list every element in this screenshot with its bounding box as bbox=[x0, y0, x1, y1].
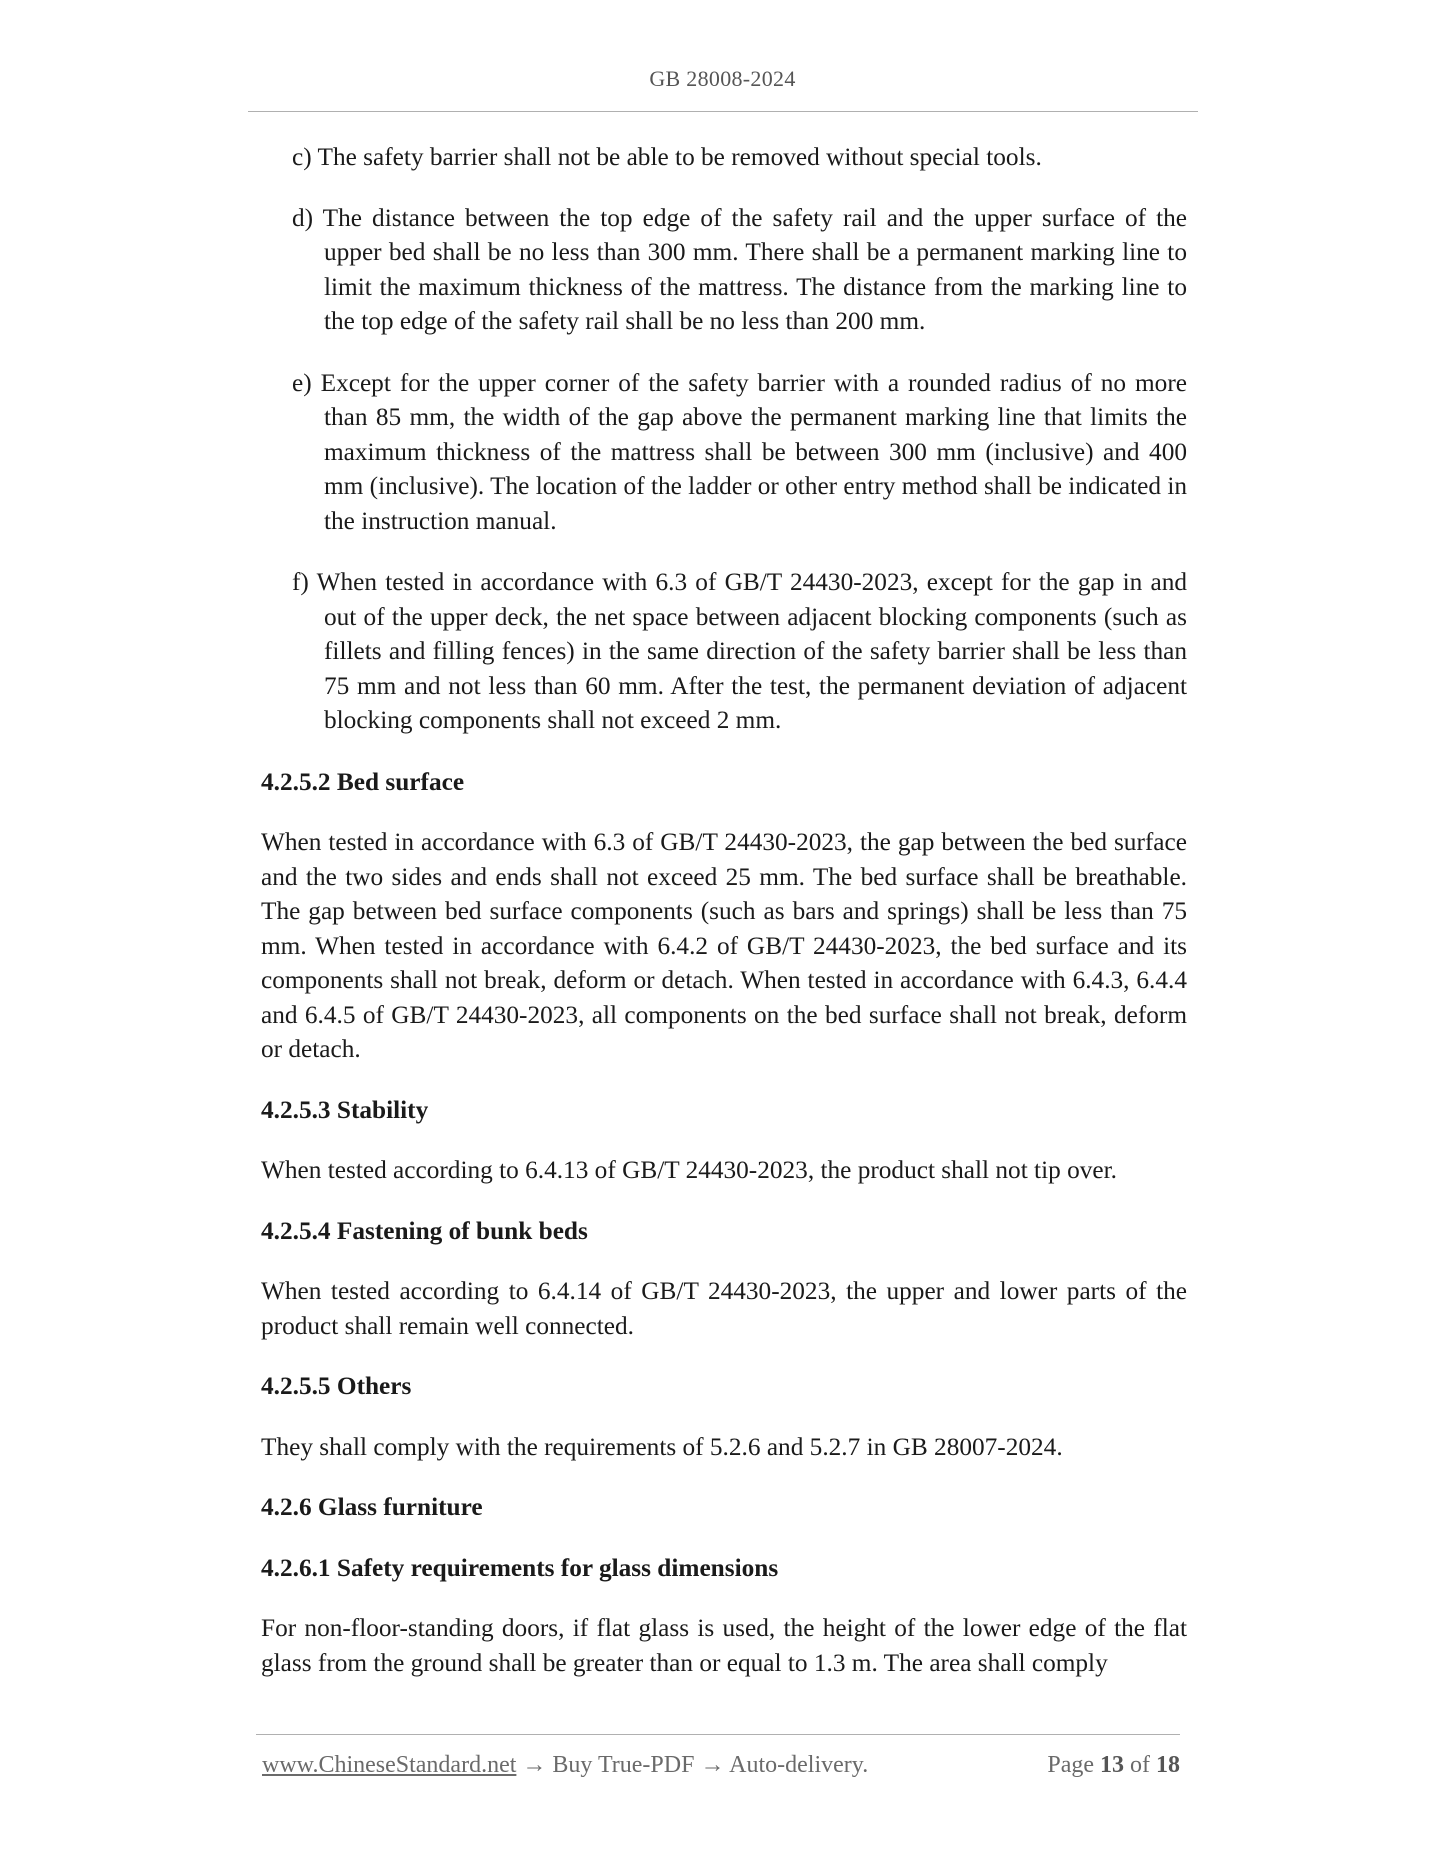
page-header-title: GB 28008-2024 bbox=[649, 66, 796, 91]
section-heading-glass-dimensions: 4.2.6.1 Safety requirements for glass dimensions bbox=[261, 1553, 779, 1582]
page-total: 18 bbox=[1156, 1752, 1180, 1778]
section-heading-stability: 4.2.5.3 Stability bbox=[261, 1095, 429, 1124]
section-text-bed-surface: When tested in accordance with 6.3 of GB/T 24430-2023, the gap between the bed surface and the two sides and ends shall not exceed 25 mm. The bed surface shall be breathable. The gap between bed surface components (such as bars and springs) shall be less than 75 mm. When tested in accordance with 6.4.2 of GB/T 24430-2023, the bed surface and its components shall not break, deform or detach. When tested in accordance with 6.4.3, 6.4.4 and 6.4.5 of GB/T 24430-2023, all components on the bed surface shall not break, deform or detach. bbox=[261, 828, 1187, 1063]
of-label: of bbox=[1130, 1752, 1150, 1778]
buy-true-pdf-text: Buy True-PDF bbox=[552, 1752, 695, 1778]
section-text-others: They shall comply with the requirements of 5.2.6 and 5.2.7 in GB 28007-2024. bbox=[261, 1432, 1063, 1461]
list-item-e: e) Except for the upper corner of the safety barrier with a rounded radius of no more than 85 mm, the width of the gap above the permanent marking line that limits the maximum thickness of the mattress shall be between 300 mm (inclusive) and 400 mm (inclusive). The location of the ladder or other entry method shall be indicated in the instruction manual. bbox=[292, 368, 1187, 535]
page-label: Page bbox=[1047, 1752, 1094, 1778]
header-divider bbox=[248, 111, 1198, 112]
footer-divider bbox=[256, 1734, 1180, 1735]
chinesestandard-link[interactable]: www.ChineseStandard.net bbox=[262, 1752, 517, 1778]
section-heading-fastening: 4.2.5.4 Fastening of bunk beds bbox=[261, 1216, 588, 1245]
page-number bbox=[1047, 1750, 1180, 1780]
list-item-c: c) The safety barrier shall not be able to be removed without special tools. bbox=[292, 143, 1042, 171]
section-heading-others: 4.2.5.5 Others bbox=[261, 1372, 412, 1400]
list-item-d: d) The distance between the top edge of the safety rail and the upper surface of the upper bed shall be no less than 300 mm. There shall be a permanent marking line to limit the maximum thickness of the mattress. The distance from the marking line to the top edge of the safety rail shall be no less than 200 mm. bbox=[292, 203, 1187, 335]
section-heading-bed-surface: 4.2.5.2 Bed surface bbox=[261, 767, 465, 796]
section-text-stability: When tested according to 6.4.13 of GB/T 24430-2023, the product shall not tip over. bbox=[261, 1156, 1117, 1184]
footer-promo bbox=[262, 1750, 868, 1780]
arrow-right-icon: → bbox=[700, 1752, 725, 1778]
section-text-glass-dimensions: For non-floor-standing doors, if flat glass is used, the height of the lower edge of the flat glass from the ground shall be greater than or equal to 1.3 m. The area shall comply bbox=[261, 1614, 1187, 1677]
auto-delivery-text: Auto-delivery. bbox=[729, 1752, 869, 1778]
section-text-fastening: When tested according to 6.4.14 of GB/T 24430-2023, the upper and lower parts of the product shall remain well connected. bbox=[261, 1277, 1187, 1340]
document-body bbox=[261, 140, 1187, 1706]
page-current: 13 bbox=[1100, 1752, 1124, 1778]
section-heading-glass-furniture: 4.2.6 Glass furniture bbox=[261, 1493, 483, 1521]
list-item-f: f) When tested in accordance with 6.3 of GB/T 24430-2023, except for the gap in and out of the upper deck, the net space between adjacent blocking components (such as fillets and filling fences) in the same direction of the safety barrier shall be less than 75 mm and not less than 60 mm. After the test, the permanent deviation of adjacent blocking components shall not exceed 2 mm. bbox=[292, 568, 1187, 734]
arrow-right-icon: → bbox=[522, 1752, 547, 1778]
